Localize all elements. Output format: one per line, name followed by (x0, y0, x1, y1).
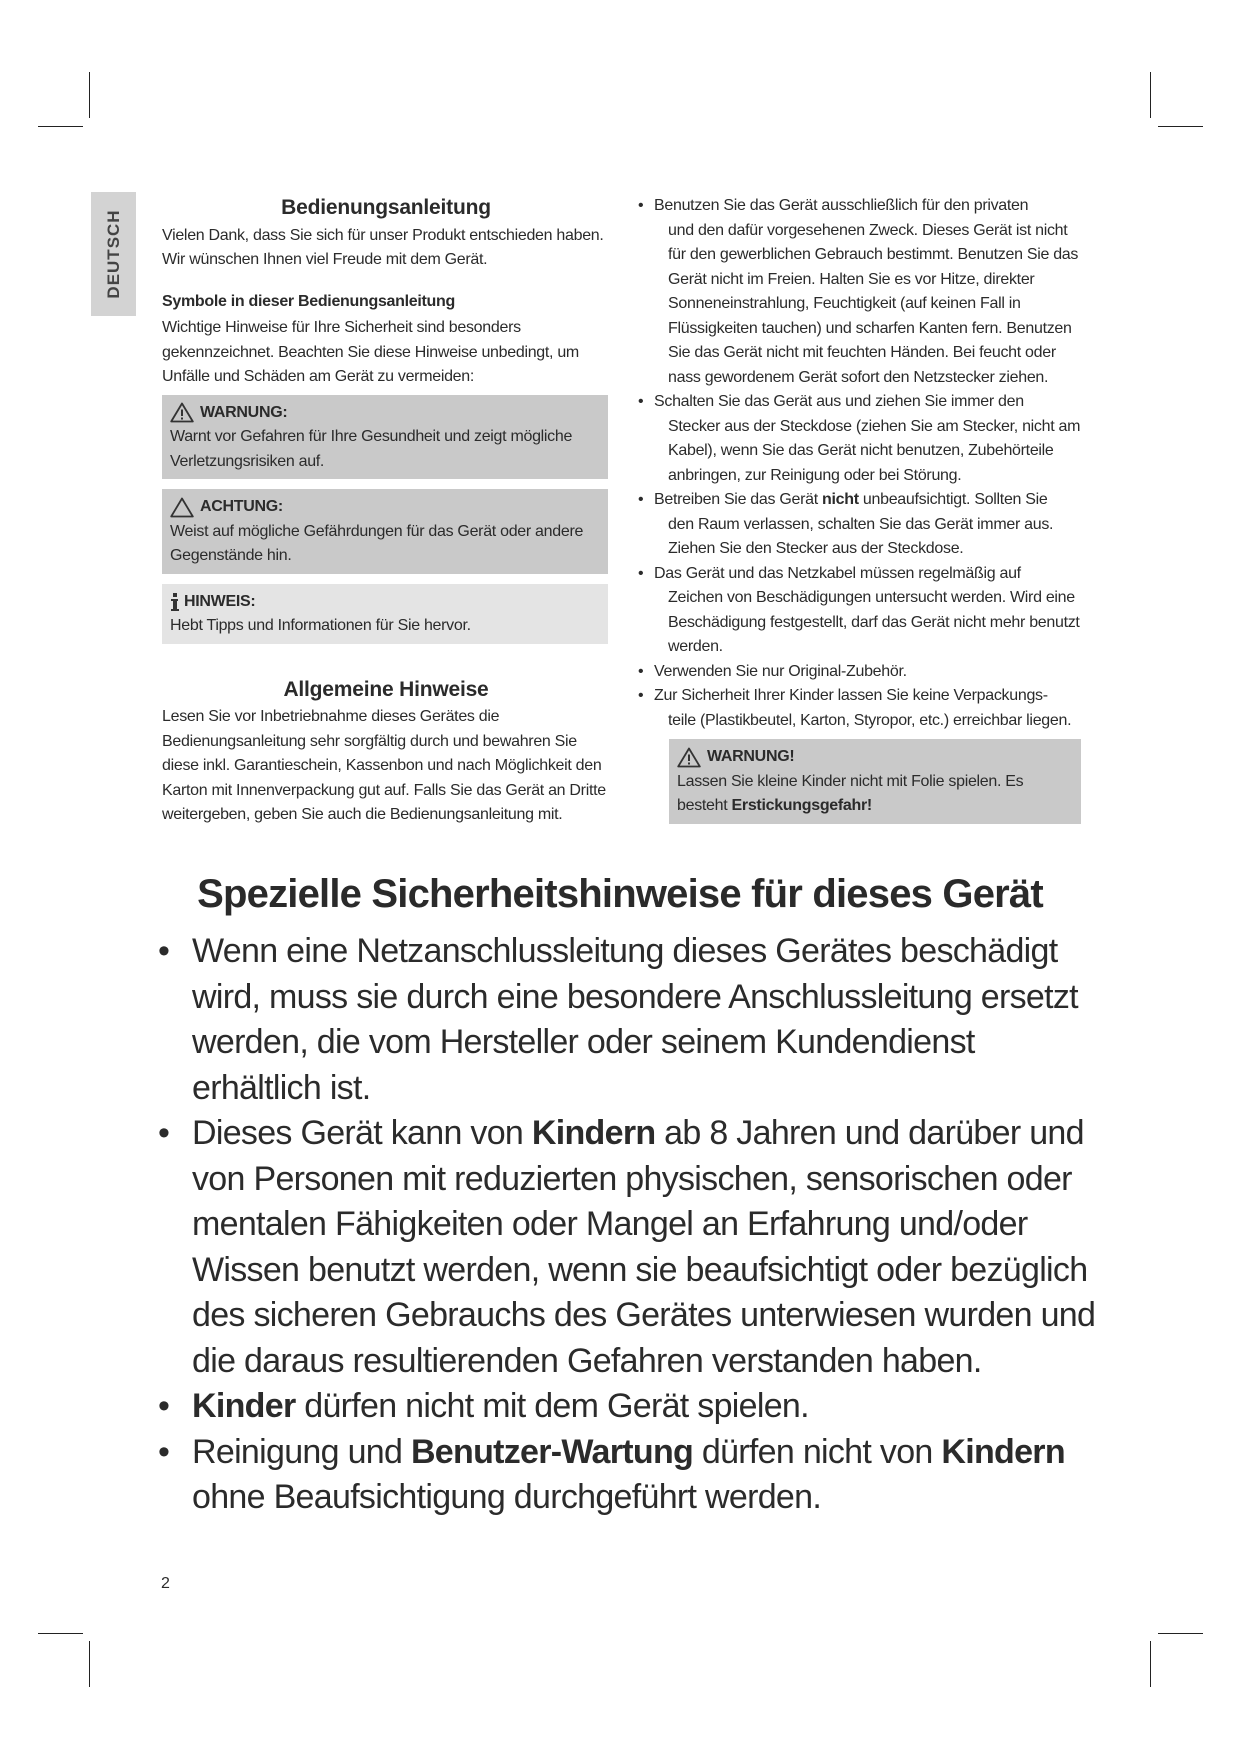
crop-mark (1158, 1633, 1203, 1634)
crop-mark (89, 1641, 90, 1687)
caution-box-title (170, 495, 600, 520)
general-text: Lesen Sie vor Inbetriebnahme dieses Gerätes die Bedienungsanleitung sehr sorgfältig durch und bewahren Sie diese inkl. Garantieschein, Kassenbon und nach Möglichkeit den Karton mit Innenverpackung gut auf. Falls Sie das Gerät an Dritte weitergeben, geben Sie auch die Bedienungsanleitung mit. (162, 708, 606, 823)
safety-list (634, 194, 1089, 733)
list-item: • Wenn eine Netzanschlussleitung dieses Gerätes beschädigt wird, muss sie durch eine besondere Anschlussleitung ersetzt werden, die vom Hersteller oder seinem Kundendienst erhältlich ist. (140, 929, 1100, 1111)
crop-mark (1150, 72, 1151, 118)
intro-text: Vielen Dank, dass Sie sich für unser Produkt entschieden haben. Wir wünschen Ihnen viel Freude mit dem Gerät. (162, 226, 604, 268)
language-tab-label: DEUTSCH (103, 209, 123, 299)
suffocation-warning-text: Lassen Sie kleine Kinder nicht mit Folie spielen. Es besteht Erstickungsgefahr! (677, 772, 1024, 814)
left-column (162, 196, 610, 828)
right-column (634, 194, 1089, 824)
special-safety-list (140, 929, 1100, 1521)
list-item: • Zur Sicherheit Ihrer Kinder lassen Sie keine Verpackungs- teile (Plastikbeutel, Karton, Styropor, etc.) erreichbar liegen. (634, 684, 1089, 733)
crop-mark (1158, 126, 1203, 127)
note-label: HINWEIS: (184, 592, 256, 610)
crop-mark (38, 126, 83, 127)
caution-label: ACHTUNG: (200, 498, 283, 515)
caution-text: Weist auf mögliche Gefährdungen für das Gerät oder andere Gegenstände hin. (170, 522, 584, 564)
list-item: • Das Gerät und das Netzkabel müssen regelmäßig auf Zeichen von Beschädigungen untersucht werden. Wird eine Beschädigung festgestellt, darf das Gerät nicht mehr benutzt werden. (634, 562, 1089, 660)
symbols-heading: Symbole in dieser Bedienungsanleitung (162, 292, 455, 310)
manual-title: Bedienungsanleitung (281, 196, 491, 219)
special-safety-section (140, 872, 1100, 1521)
special-safety-title: Spezielle Sicherheitshinweise für dieses Gerät (197, 872, 1043, 916)
list-item: • Reinigung und Benutzer-Wartung dürfen nicht von Kindern ohne Beaufsichtigung durchgeführt werden. (140, 1430, 1100, 1521)
list-item: • Betreiben Sie das Gerät nicht unbeaufsichtigt. Sollten Sie den Raum verlassen, schalten Sie das Gerät immer aus. Ziehen Sie den Stecker aus der Steckdose. (634, 488, 1089, 562)
page-number: 2 (161, 1575, 170, 1592)
list-item: • Kinder dürfen nicht mit dem Gerät spielen. (140, 1384, 1100, 1430)
warning-box-title (170, 401, 600, 426)
suffocation-warning-title (677, 745, 1073, 770)
note-box-title (170, 590, 600, 615)
note-box (162, 584, 608, 644)
crop-mark (1150, 1641, 1151, 1687)
info-icon (170, 592, 180, 612)
warning-triangle-icon (677, 747, 701, 768)
suffocation-warning-box (669, 739, 1081, 824)
suffocation-warning-label: WARNUNG! (707, 748, 795, 765)
list-item: • Dieses Gerät kann von Kindern ab 8 Jahren und darüber und von Personen mit reduzierten physischen, sensorischen oder mentalen Fähigkeiten oder Mangel an Erfahrung und/oder Wissen benutzt werden, wenn sie beaufsichtigt oder bezüglich des sicheren Gebrauchs des Gerätes unterwiesen wurden und die daraus resultierenden Gefahren verstanden haben. (140, 1111, 1100, 1384)
list-item: • Schalten Sie das Gerät aus und ziehen Sie immer den Stecker aus der Steckdose (ziehen Sie am Stecker, nicht am Kabel), wenn Sie das Gerät nicht benutzen, Zubehörteile anbringen, zur Reinigung oder bei Störung. (634, 390, 1089, 488)
language-tab (91, 192, 136, 316)
note-text: Hebt Tipps und Informationen für Sie hervor. (170, 617, 471, 634)
list-item: • Verwenden Sie nur Original-Zubehör. (634, 660, 1089, 685)
warning-triangle-icon (170, 402, 194, 423)
warning-label: WARNUNG: (200, 403, 288, 421)
symbols-text: Wichtige Hinweise für Ihre Sicherheit sind besonders gekennzeichnet. Beachten Sie diese Hinweise unbedingt, um Unfälle und Schäden am Gerät zu vermeiden: (162, 319, 579, 385)
caution-triangle-icon (170, 497, 194, 518)
crop-mark (38, 1633, 83, 1634)
warning-box (162, 395, 608, 480)
warning-text: Warnt vor Gefahren für Ihre Gesundheit und zeigt mögliche Verletzungsrisiken auf. (170, 428, 573, 470)
caution-box (162, 489, 608, 574)
list-item: • Benutzen Sie das Gerät ausschließlich für den privaten und den dafür vorgesehenen Zweck. Dieses Gerät ist nicht für den gewerblichen Gebrauch bestimmt. Benutzen Sie das Gerät nicht im Freien. Halten Sie es vor Hitze, direkter Sonneneinstrahlung, Feuchtigkeit (auf keinen Fall in Flüssigkeiten tauchen) und scharfen Kanten fern. Benutzen Sie das Gerät nicht mit feuchten Händen. Bei feucht oder nass gewordenem Gerät sofort den Netzstecker ziehen. (634, 194, 1089, 390)
general-title: Allgemeine Hinweise (283, 677, 489, 701)
crop-mark (89, 72, 90, 118)
